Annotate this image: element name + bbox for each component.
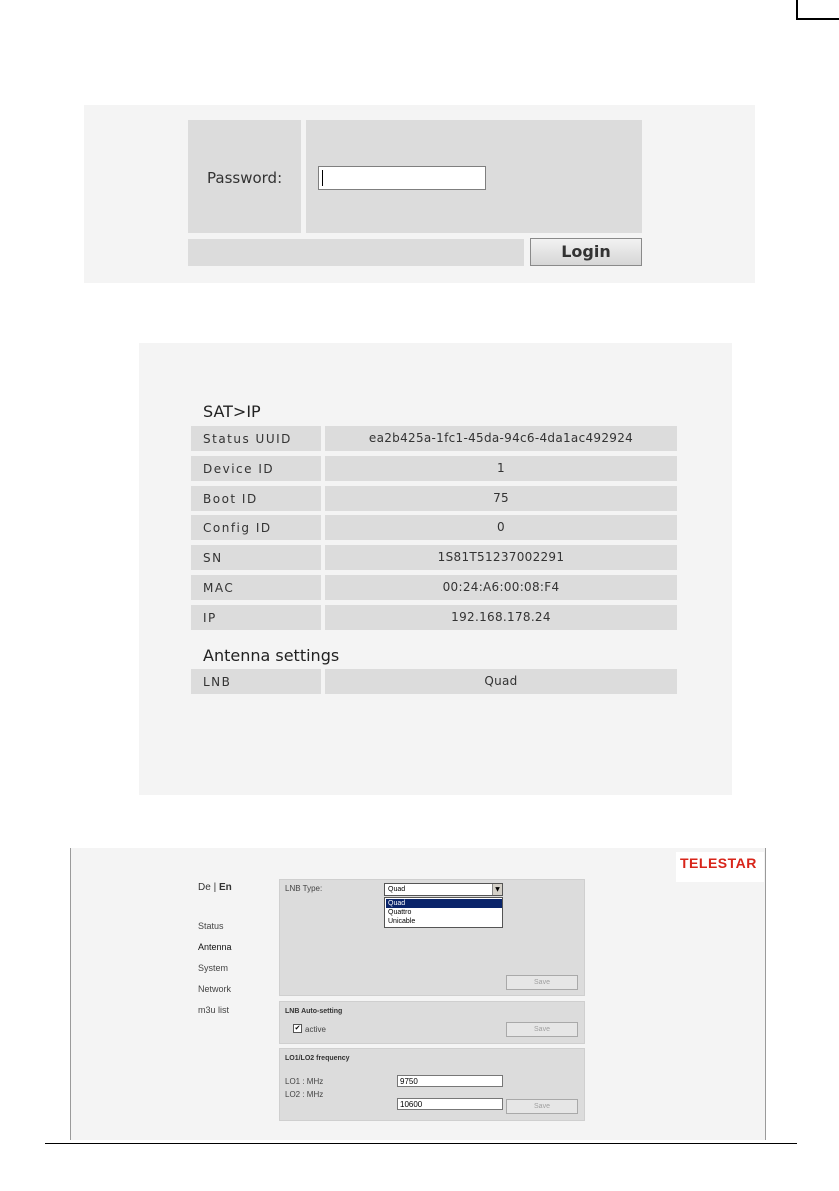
row-label-boot-id: Boot ID bbox=[191, 486, 321, 511]
row-label-status-uuid: Status UUID bbox=[191, 426, 321, 451]
lo-frequency-title: LO1/LO2 frequency bbox=[285, 1055, 350, 1062]
lnb-type-select[interactable]: Quad bbox=[384, 883, 503, 896]
lo1-input[interactable] bbox=[397, 1075, 503, 1087]
lo2-label: LO2 : MHz bbox=[285, 1090, 324, 1099]
row-value-boot-id: 75 bbox=[325, 486, 677, 511]
row-value-mac: 00:24:A6:00:08:F4 bbox=[325, 575, 677, 600]
row-label-sn: SN bbox=[191, 545, 321, 570]
text-cursor bbox=[322, 170, 323, 186]
row-label-config-id: Config ID bbox=[191, 515, 321, 540]
lo1-label: LO1 : MHz bbox=[285, 1077, 324, 1086]
row-label-lnb: LNB bbox=[191, 669, 321, 694]
row-value-device-id: 1 bbox=[325, 456, 677, 481]
row-label-ip: IP bbox=[191, 605, 321, 630]
language-en-link[interactable]: En bbox=[218, 882, 232, 893]
row-value-config-id: 0 bbox=[325, 515, 677, 540]
language-separator: | bbox=[213, 882, 217, 893]
row-label-mac: MAC bbox=[191, 575, 321, 600]
active-checkbox-label: active bbox=[305, 1025, 326, 1034]
lnb-option-quattro[interactable]: Quattro bbox=[388, 909, 412, 916]
lnb-auto-setting-title: LNB Auto-setting bbox=[285, 1008, 343, 1015]
nav-network[interactable]: Network bbox=[198, 984, 232, 994]
auto-setting-save-button[interactable]: Save bbox=[506, 1022, 578, 1037]
antenna-settings-heading: Antenna settings bbox=[203, 646, 340, 665]
sat-ip-heading: SAT>IP bbox=[203, 402, 261, 421]
lnb-option-quad[interactable]: Quad bbox=[386, 899, 502, 908]
page-bottom-rule bbox=[45, 1143, 797, 1144]
nav-system[interactable]: System bbox=[198, 963, 229, 973]
lnb-type-save-button[interactable]: Save bbox=[506, 975, 578, 990]
password-label: Password: bbox=[207, 169, 283, 187]
password-input[interactable] bbox=[318, 166, 486, 190]
corner-mark-vertical bbox=[796, 0, 798, 20]
language-switcher bbox=[198, 882, 232, 893]
chevron-down-icon[interactable]: ▼ bbox=[492, 884, 502, 895]
nav-m3u-list[interactable]: m3u list bbox=[198, 1005, 230, 1015]
telestar-logo-text: TELESTAR bbox=[680, 855, 757, 871]
row-value-ip: 192.168.178.24 bbox=[325, 605, 677, 630]
nav-status[interactable]: Status bbox=[198, 921, 224, 931]
lo2-input[interactable] bbox=[397, 1098, 503, 1110]
frequency-save-button[interactable]: Save bbox=[506, 1099, 578, 1114]
corner-mark-horizontal bbox=[796, 18, 839, 20]
active-checkbox[interactable]: ✔ bbox=[294, 1024, 301, 1032]
nav-antenna[interactable]: Antenna bbox=[198, 942, 232, 952]
login-footer-cell bbox=[188, 239, 524, 266]
row-value-sn: 1S81T51237002291 bbox=[325, 545, 677, 570]
lnb-option-unicable[interactable]: Unicable bbox=[388, 918, 416, 925]
lnb-type-label: LNB Type: bbox=[285, 884, 323, 893]
language-de-link[interactable]: De bbox=[198, 882, 211, 893]
row-value-status-uuid: ea2b425a-1fc1-45da-94c6-4da1ac492924 bbox=[325, 426, 677, 451]
login-button[interactable]: Login bbox=[530, 238, 642, 266]
row-label-device-id: Device ID bbox=[191, 456, 321, 481]
row-value-lnb: Quad bbox=[325, 669, 677, 694]
